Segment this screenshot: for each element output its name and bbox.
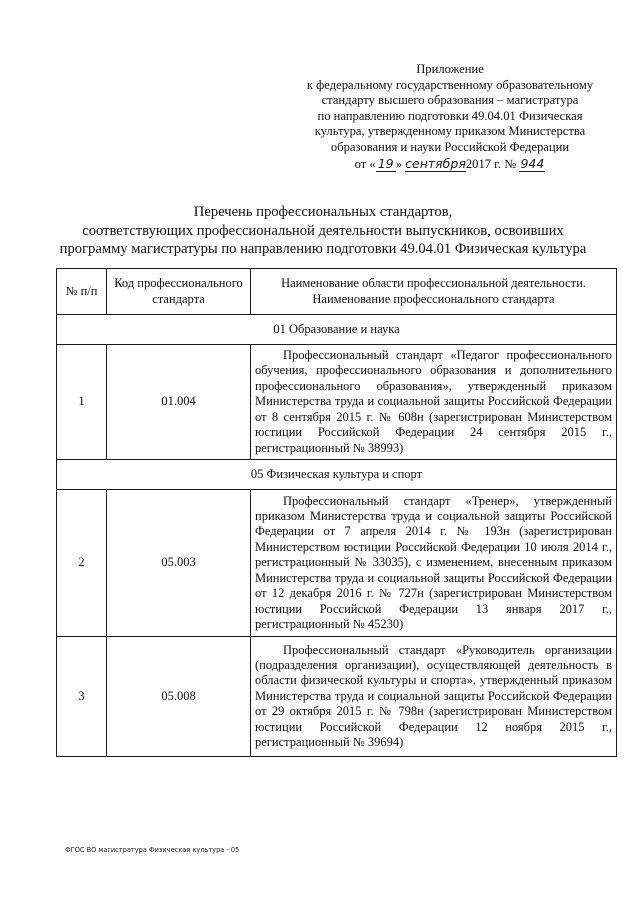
table-header-row bbox=[57, 269, 617, 315]
table-row bbox=[57, 637, 617, 757]
header-num: № п/п bbox=[57, 269, 107, 315]
row-num: 2 bbox=[57, 490, 107, 637]
row-code: 05.003 bbox=[107, 490, 251, 637]
section-education: 01 Образование и наука bbox=[57, 315, 617, 345]
date-prefix: от « bbox=[354, 156, 376, 171]
row-description-text: Профессиональный стандарт «Тренер», утвержденный приказом Министерства труда и социальной защиты Российской Федерации от 7 апреля 2014 г. № 193н (зарегистрирован Министерством юстиции Российской Федерации 10 июля 2014 г., регистрационный № 33035), с изменением, внесенным приказом Министерства труда и социальной защиты Российской Федерации от 12 декабря 2016 г. № 727н (зарегистрирован Министерством юстиции Российской Федерации 13 января 2017 г., регистрационный № 45230) bbox=[255, 493, 612, 631]
page-footer: ФГОС ВО магистратура Физическая культура - 05 bbox=[65, 846, 240, 854]
date-year: 2017 г. № bbox=[465, 156, 517, 171]
row-num: 3 bbox=[57, 637, 107, 757]
row-description bbox=[251, 345, 617, 460]
section-sport: 05 Физическая культура и спорт bbox=[57, 460, 617, 490]
row-description-text: Профессиональный стандарт «Руководитель организации (подразделения организации), осуществляющей деятельность в области физической культуры и спорта», утвержденный приказом Министерства труда и социальной защиты Российской Федерации от 29 октября 2015 г. № 798н (зарегистрирован Министерством юстиции Российской Федерации 12 ноября 2015 г., регистрационный № 39694) bbox=[255, 642, 612, 750]
annex-date-line bbox=[300, 156, 600, 173]
section-row bbox=[57, 460, 617, 490]
table-row bbox=[57, 345, 617, 460]
row-description-text: Профессиональный стандарт «Педагог профессионального обучения, профессионального образования и дополнительного профессионального образования», утвержденный приказом Министерства труда и социальной защиты Российской Федерации от 8 сентября 2015 г. № 608н (зарегистрирован Министерством юстиции Российской Федерации 24 сентября 2015 г., регистрационный № 38993) bbox=[255, 348, 612, 455]
header-code: Код профессионального стандарта bbox=[107, 269, 251, 315]
row-description bbox=[251, 637, 617, 757]
title-line: соответствующих профессиональной деятельности выпускников, освоивших bbox=[82, 222, 564, 239]
annex-line: к федеральному государственному образовательному bbox=[306, 77, 594, 92]
header-name-line2: Наименование профессионального стандарта bbox=[312, 291, 555, 306]
order-number-handwritten: 944 bbox=[520, 155, 545, 171]
row-num: 1 bbox=[57, 345, 107, 460]
annex-line: образования и науки Российской Федерации bbox=[330, 139, 570, 154]
section-row bbox=[57, 315, 617, 345]
annex-line: стандарту высшего образования – магистратура bbox=[321, 93, 579, 108]
title-line: Перечень профессиональных стандартов, bbox=[193, 204, 453, 220]
table-row bbox=[57, 490, 617, 637]
annex-header bbox=[300, 62, 600, 172]
page-title bbox=[30, 203, 616, 259]
row-description bbox=[251, 490, 617, 637]
header-name bbox=[251, 269, 617, 315]
date-mid: » bbox=[395, 156, 402, 171]
standards-table bbox=[56, 268, 617, 757]
annex-line: Приложение bbox=[416, 62, 484, 76]
row-code: 05.008 bbox=[107, 637, 251, 757]
header-name-line1: Наименование области профессиональной деятельности. bbox=[281, 276, 586, 291]
row-code: 01.004 bbox=[107, 345, 251, 460]
date-month-handwritten: сентября bbox=[405, 155, 466, 171]
annex-line: культура, утвержденному приказом Министерства bbox=[314, 124, 586, 139]
date-day-handwritten: 19 bbox=[376, 156, 396, 173]
annex-line: по направлению подготовки 49.04.01 Физическая bbox=[317, 108, 583, 123]
title-line: программу магистратуры по направлению подготовки 49.04.01 Физическая культура bbox=[59, 241, 587, 257]
